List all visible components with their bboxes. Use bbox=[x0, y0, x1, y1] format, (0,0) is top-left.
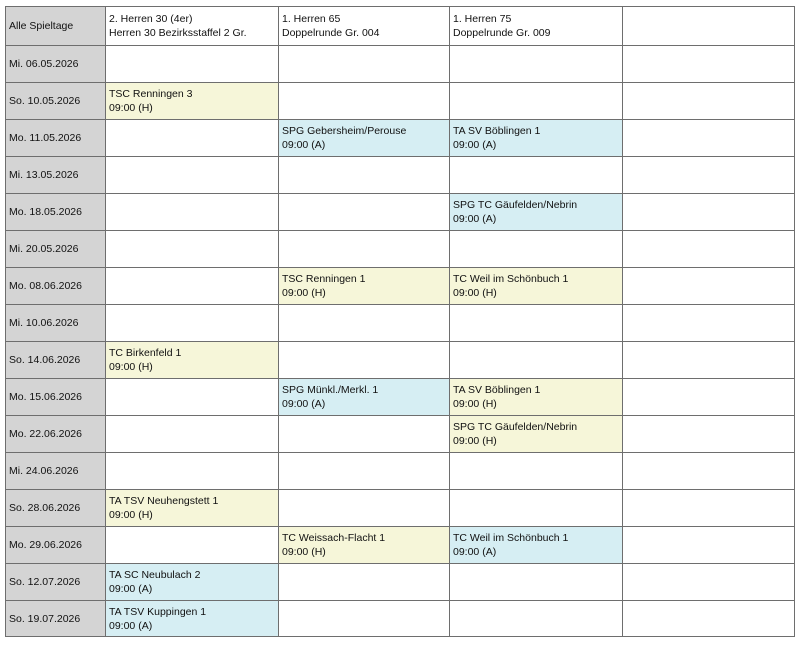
schedule-page bbox=[5, 6, 795, 637]
match-cell bbox=[450, 527, 623, 564]
table-row bbox=[6, 83, 795, 120]
schedule-body bbox=[6, 46, 795, 637]
opponent-name: TC Weil im Schönbuch 1 bbox=[453, 532, 569, 544]
empty-cell bbox=[623, 601, 795, 637]
empty-cell bbox=[450, 231, 623, 268]
opponent-name: TA SC Neubulach 2 bbox=[109, 569, 201, 581]
team-name: 1. Herren 75 bbox=[453, 13, 512, 25]
table-row bbox=[6, 157, 795, 194]
header-team-2 bbox=[279, 7, 450, 46]
empty-cell bbox=[623, 83, 795, 120]
empty-cell bbox=[106, 416, 279, 453]
header-corner bbox=[6, 7, 106, 46]
empty-cell bbox=[623, 564, 795, 601]
opponent-name: TSC Renningen 3 bbox=[109, 88, 193, 100]
match-date: Mo. 08.06.2026 bbox=[6, 268, 106, 305]
match-cell bbox=[450, 194, 623, 231]
match-time: 09:00 (A) bbox=[453, 546, 497, 558]
empty-cell bbox=[106, 527, 279, 564]
match-date: Mi. 24.06.2026 bbox=[6, 453, 106, 490]
opponent-name: TC Weissach-Flacht 1 bbox=[282, 532, 386, 544]
match-date: Mi. 13.05.2026 bbox=[6, 157, 106, 194]
match-date: Mo. 11.05.2026 bbox=[6, 120, 106, 157]
match-time: 09:00 (A) bbox=[109, 583, 153, 595]
table-row bbox=[6, 416, 795, 453]
group-name: Herren 30 Bezirksstaffel 2 Gr. bbox=[109, 27, 247, 39]
empty-cell bbox=[279, 231, 450, 268]
match-date: Mo. 15.06.2026 bbox=[6, 379, 106, 416]
match-cell bbox=[279, 527, 450, 564]
match-time: 09:00 (H) bbox=[109, 102, 153, 114]
match-time: 09:00 (H) bbox=[109, 361, 153, 373]
empty-cell bbox=[623, 46, 795, 83]
opponent-name: TA SV Böblingen 1 bbox=[453, 125, 541, 137]
opponent-name: SPG TC Gäufelden/Nebrin bbox=[453, 199, 578, 211]
empty-cell bbox=[623, 268, 795, 305]
match-time: 09:00 (H) bbox=[453, 398, 497, 410]
header-team-3 bbox=[450, 7, 623, 46]
opponent-name: SPG Gebersheim/Perouse bbox=[282, 125, 407, 137]
empty-cell bbox=[450, 157, 623, 194]
empty-cell bbox=[279, 194, 450, 231]
empty-cell bbox=[279, 564, 450, 601]
empty-cell bbox=[450, 83, 623, 120]
match-cell bbox=[279, 120, 450, 157]
empty-cell bbox=[623, 194, 795, 231]
empty-cell bbox=[623, 342, 795, 379]
table-row bbox=[6, 120, 795, 157]
match-time: 09:00 (A) bbox=[109, 619, 153, 632]
match-cell bbox=[106, 490, 279, 527]
empty-cell bbox=[279, 490, 450, 527]
empty-cell bbox=[106, 120, 279, 157]
header-empty bbox=[623, 7, 795, 46]
opponent-name: TC Weil im Schönbuch 1 bbox=[453, 273, 569, 285]
empty-cell bbox=[450, 564, 623, 601]
empty-cell bbox=[279, 416, 450, 453]
empty-cell bbox=[450, 342, 623, 379]
opponent-name: SPG Münkl./Merkl. 1 bbox=[282, 384, 379, 396]
opponent-name: TA TSV Neuhengstett 1 bbox=[109, 495, 219, 507]
match-date: Mo. 29.06.2026 bbox=[6, 527, 106, 564]
match-time: 09:00 (H) bbox=[109, 509, 153, 521]
match-cell bbox=[450, 120, 623, 157]
empty-cell bbox=[279, 601, 450, 637]
match-cell bbox=[279, 379, 450, 416]
match-date: So. 28.06.2026 bbox=[6, 490, 106, 527]
table-row bbox=[6, 268, 795, 305]
empty-cell bbox=[106, 453, 279, 490]
empty-cell bbox=[450, 490, 623, 527]
match-time: 09:00 (A) bbox=[453, 213, 497, 225]
table-row bbox=[6, 342, 795, 379]
match-date: Mo. 22.06.2026 bbox=[6, 416, 106, 453]
empty-cell bbox=[623, 453, 795, 490]
match-cell bbox=[450, 379, 623, 416]
empty-cell bbox=[279, 83, 450, 120]
opponent-name: SPG TC Gäufelden/Nebrin bbox=[453, 421, 578, 433]
match-date: Mi. 06.05.2026 bbox=[6, 46, 106, 83]
match-date: Mo. 18.05.2026 bbox=[6, 194, 106, 231]
match-date: Mi. 20.05.2026 bbox=[6, 231, 106, 268]
match-date: So. 14.06.2026 bbox=[6, 342, 106, 379]
empty-cell bbox=[623, 416, 795, 453]
match-cell bbox=[106, 564, 279, 601]
header-corner-label: Alle Spieltage bbox=[9, 20, 74, 32]
empty-cell bbox=[279, 305, 450, 342]
match-time: 09:00 (H) bbox=[453, 287, 497, 299]
match-time: 09:00 (A) bbox=[282, 139, 326, 151]
empty-cell bbox=[106, 379, 279, 416]
empty-cell bbox=[106, 305, 279, 342]
match-cell bbox=[450, 268, 623, 305]
schedule-table bbox=[5, 6, 795, 637]
table-row bbox=[6, 46, 795, 83]
table-row bbox=[6, 194, 795, 231]
match-cell bbox=[279, 268, 450, 305]
empty-cell bbox=[623, 490, 795, 527]
table-row bbox=[6, 231, 795, 268]
empty-cell bbox=[106, 194, 279, 231]
empty-cell bbox=[623, 379, 795, 416]
empty-cell bbox=[450, 453, 623, 490]
empty-cell bbox=[623, 157, 795, 194]
empty-cell bbox=[623, 527, 795, 564]
empty-cell bbox=[279, 342, 450, 379]
table-row bbox=[6, 601, 795, 637]
match-cell bbox=[106, 83, 279, 120]
match-time: 09:00 (H) bbox=[453, 435, 497, 447]
group-name: Doppelrunde Gr. 004 bbox=[282, 27, 380, 39]
empty-cell bbox=[106, 46, 279, 83]
empty-cell bbox=[106, 157, 279, 194]
match-time: 09:00 (A) bbox=[453, 139, 497, 151]
match-cell bbox=[106, 601, 279, 637]
match-cell bbox=[106, 342, 279, 379]
opponent-name: TA TSV Kuppingen 1 bbox=[109, 605, 207, 618]
opponent-name: TA SV Böblingen 1 bbox=[453, 384, 541, 396]
empty-cell bbox=[623, 231, 795, 268]
table-row bbox=[6, 453, 795, 490]
group-name: Doppelrunde Gr. 009 bbox=[453, 27, 551, 39]
header-row bbox=[6, 7, 795, 46]
match-date: So. 12.07.2026 bbox=[6, 564, 106, 601]
table-row bbox=[6, 305, 795, 342]
match-time: 09:00 (H) bbox=[282, 287, 326, 299]
match-date: So. 10.05.2026 bbox=[6, 83, 106, 120]
empty-cell bbox=[106, 231, 279, 268]
team-name: 2. Herren 30 (4er) bbox=[109, 13, 193, 25]
empty-cell bbox=[279, 46, 450, 83]
empty-cell bbox=[279, 157, 450, 194]
table-row bbox=[6, 564, 795, 601]
opponent-name: TSC Renningen 1 bbox=[282, 273, 366, 285]
empty-cell bbox=[106, 268, 279, 305]
table-row bbox=[6, 379, 795, 416]
table-row bbox=[6, 490, 795, 527]
table-row bbox=[6, 527, 795, 564]
opponent-name: TC Birkenfeld 1 bbox=[109, 347, 182, 359]
empty-cell bbox=[450, 601, 623, 637]
match-time: 09:00 (A) bbox=[282, 398, 326, 410]
match-date: Mi. 10.06.2026 bbox=[6, 305, 106, 342]
empty-cell bbox=[279, 453, 450, 490]
empty-cell bbox=[623, 305, 795, 342]
empty-cell bbox=[450, 305, 623, 342]
team-name: 1. Herren 65 bbox=[282, 13, 341, 25]
match-date: So. 19.07.2026 bbox=[6, 601, 106, 637]
match-cell bbox=[450, 416, 623, 453]
empty-cell bbox=[623, 120, 795, 157]
header-team-1 bbox=[106, 7, 279, 46]
empty-cell bbox=[450, 46, 623, 83]
match-time: 09:00 (H) bbox=[282, 546, 326, 558]
